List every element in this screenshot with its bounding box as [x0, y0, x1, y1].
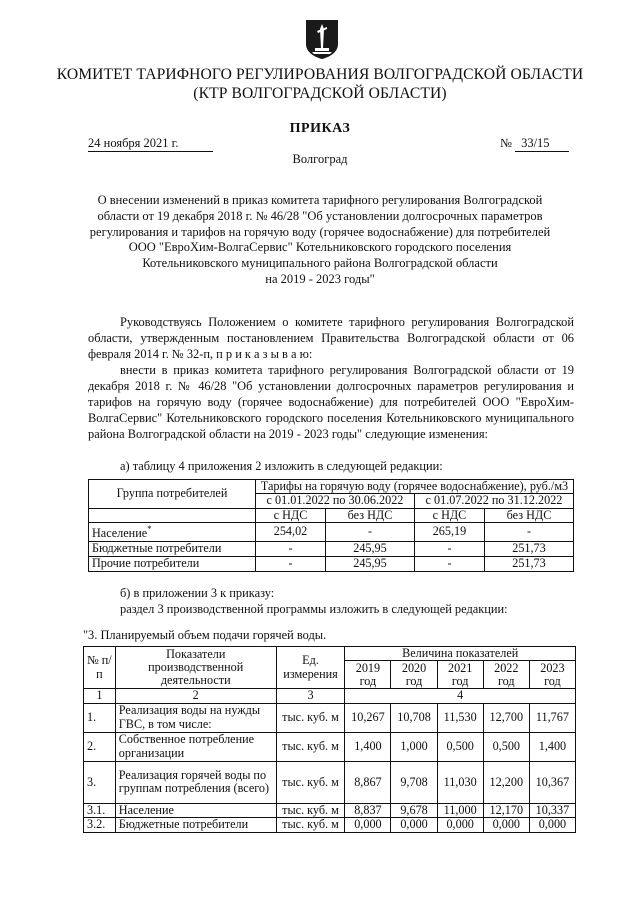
th-tariffs: Тарифы на горячую воду (горячее водоснабжение), руб./м3 [256, 480, 574, 494]
cell-unit: тыс. куб. м [276, 761, 345, 803]
tariff-table [88, 479, 574, 572]
th-empty [89, 508, 256, 522]
cell-value: 10,337 [529, 803, 575, 817]
table-row [84, 732, 576, 761]
table-row [84, 703, 576, 732]
th-year: 2020 год [391, 661, 437, 689]
th-period-2: с 01.07.2022 по 31.12.2022 [414, 494, 573, 508]
cell-value: 0,000 [345, 818, 391, 832]
cell-value: 0,000 [437, 818, 483, 832]
amendment-paragraph: внести в приказ комитета тарифного регулирования Волгоградской области от 19 декабря 2018 г. № 46/28 "Об установлении долгосрочных параметров регулирования и тарифов на горячую воду (горячее водоснабжение) для потребителей ООО "ЕвроХим-ВолгаСервис" Котельниковского городского поселения Котельниковского муниципального района Волгоградской области на 2019 - 2023 годы" следующие изменения: [88, 363, 574, 441]
th-year: 2022 год [483, 661, 529, 689]
cell-value: 10,708 [391, 703, 437, 732]
th-values: Величина показателей [345, 647, 576, 661]
committee-name-line1: КОМИТЕТ ТАРИФНОГО РЕГУЛИРОВАНИЯ ВОЛГОГРАДСКОЙ ОБЛАСТИ [56, 66, 584, 83]
item-a-paragraph: а) таблицу 4 приложения 2 изложить в следующей редакции: [120, 459, 443, 473]
subject-line: Котельниковского муниципального района Волгоградской области [142, 256, 498, 271]
subject-line: ООО "ЕвроХим-ВолгаСервис" Котельниковского городского поселения [128, 240, 512, 255]
volume-table [83, 646, 576, 833]
table-row [89, 541, 574, 556]
document-type: ПРИКАЗ [289, 121, 351, 136]
th-unit: Ед. измерения [276, 647, 345, 689]
cell-group: Прочие потребители [89, 556, 256, 571]
cell-value: 10,267 [345, 703, 391, 732]
cell-value: 0,000 [483, 818, 529, 832]
cell-unit: тыс. куб. м [276, 818, 345, 832]
cell-value: 1,000 [391, 732, 437, 761]
cell-value: 245,95 [326, 541, 415, 556]
cell-unit: тыс. куб. м [276, 703, 345, 732]
cell-num: 3.1. [84, 803, 116, 817]
item-b-paragraph: б) в приложении 3 к приказу: [120, 586, 275, 600]
cell-value: 251,73 [484, 541, 573, 556]
cell-num: 3. [84, 761, 116, 803]
th-with-vat: с НДС [256, 508, 326, 522]
th-year: 2023 год [529, 661, 575, 689]
section3-title: "3. Планируемый объем подачи горячей воды. [83, 628, 327, 642]
cell-value: 245,95 [326, 556, 415, 571]
th-number: № п/п [84, 647, 116, 689]
cell-name: Собственное потребление организации [115, 732, 276, 761]
date-value: 24 ноября 2021 г. [88, 136, 213, 152]
cell-value: 0,000 [529, 818, 575, 832]
cell-value: 9,678 [391, 803, 437, 817]
section3-intro-paragraph: раздел 3 производственной программы изложить в следующей редакции: [120, 602, 508, 616]
cell-value: 1,400 [345, 732, 391, 761]
document-number [500, 136, 569, 152]
document-date [88, 136, 213, 152]
cell-num: 3.2. [84, 818, 116, 832]
cell-value: 0,500 [483, 732, 529, 761]
cell-value: 0,500 [437, 732, 483, 761]
cell-value: - [414, 556, 484, 571]
cell-name: Население [115, 803, 276, 817]
subject-line: области от 19 декабря 2018 г. № 46/28 "Об установлении долгосрочных параметров [97, 208, 543, 223]
volgograd-coat-of-arms-icon [303, 18, 341, 60]
cell-value: 11,030 [437, 761, 483, 803]
cell-name: Бюджетные потребители [115, 818, 276, 832]
subject-line: О внесении изменений в приказ комитета тарифного регулирования Волгоградской [97, 193, 543, 207]
order-subject [0, 193, 640, 288]
cell-unit: тыс. куб. м [276, 803, 345, 817]
th-without-vat: без НДС [326, 508, 415, 522]
table-row [84, 761, 576, 803]
cell-value: 1,400 [529, 732, 575, 761]
cell-value: 11,530 [437, 703, 483, 732]
th-indicator: Показатели производственной деятельности [115, 647, 276, 689]
cell-value: 11,000 [437, 803, 483, 817]
cell-unit: тыс. куб. м [276, 732, 345, 761]
cell-value: 12,700 [483, 703, 529, 732]
cell-value: 0,000 [391, 818, 437, 832]
cell-value: 254,02 [256, 523, 326, 541]
cell-value: 9,708 [391, 761, 437, 803]
cell-name: Реализация горячей воды по группам потребления (всего) [115, 761, 276, 803]
city: Волгоград [292, 152, 348, 166]
cell-value: 265,19 [414, 523, 484, 541]
th-year: 2021 год [437, 661, 483, 689]
th-with-vat: с НДС [414, 508, 484, 522]
cell-num: 1. [84, 703, 116, 732]
cell-value: 11,767 [529, 703, 575, 732]
cell-group: Бюджетные потребители [89, 541, 256, 556]
table-row [89, 523, 574, 541]
index-cell: 1 [84, 689, 116, 703]
cell-value: - [326, 523, 415, 541]
footnote-mark: * [147, 524, 152, 535]
subject-line: на 2019 - 2023 годы" [265, 271, 375, 286]
preamble-paragraph: Руководствуясь Положением о комитете тарифного регулирования Волгоградской области, утвержденным постановлением Правительства Волгоградской области от 06 февраля 2014 г. № 32-п, п р и к а з ы в а ю: [88, 315, 574, 361]
th-period-1: с 01.01.2022 по 30.06.2022 [256, 494, 415, 508]
cell-value: - [484, 523, 573, 541]
index-cell: 4 [345, 689, 576, 703]
cell-value: - [256, 556, 326, 571]
th-without-vat: без НДС [484, 508, 573, 522]
committee-name [0, 65, 640, 103]
number-value: 33/15 [515, 136, 569, 152]
committee-name-line2: (КТР ВОЛГОГРАДСКОЙ ОБЛАСТИ) [193, 85, 447, 102]
index-cell: 2 [115, 689, 276, 703]
cell-value: 8,867 [345, 761, 391, 803]
cell-name: Реализация воды на нужды ГВС, в том числе: [115, 703, 276, 732]
subject-line: регулирования и тарифов на горячую воду (горячее водоснабжение) для потребителей [89, 224, 551, 239]
cell-value: - [414, 541, 484, 556]
cell-group: Население* [89, 523, 256, 541]
th-year: 2019 год [345, 661, 391, 689]
cell-value: 10,367 [529, 761, 575, 803]
number-sign: № [500, 136, 512, 150]
th-consumer-group: Группа потребителей [89, 480, 256, 509]
table-row [89, 556, 574, 571]
cell-num: 2. [84, 732, 116, 761]
cell-value: - [256, 541, 326, 556]
cell-value: 251,73 [484, 556, 573, 571]
cell-value: 12,200 [483, 761, 529, 803]
table-row [84, 803, 576, 817]
cell-value: 8,837 [345, 803, 391, 817]
cell-value: 12,170 [483, 803, 529, 817]
index-cell: 3 [276, 689, 345, 703]
table-row [84, 818, 576, 832]
